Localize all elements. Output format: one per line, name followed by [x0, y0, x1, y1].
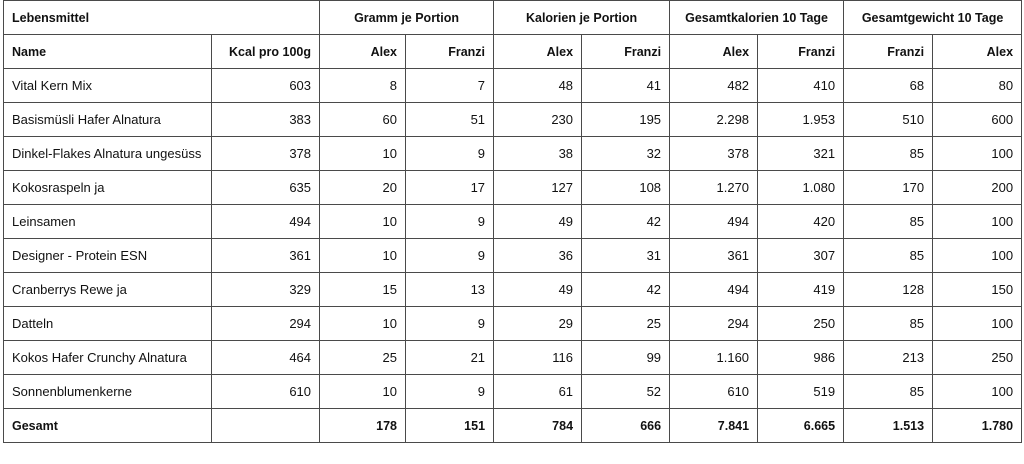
cell-name[interactable]: Kokosraspeln ja [4, 171, 212, 205]
cell-gg-alex[interactable]: 100 [933, 205, 1022, 239]
cell-gg-franzi[interactable]: 85 [844, 375, 933, 409]
cell-gramm-franzi[interactable]: 51 [406, 103, 494, 137]
cell-gramm-alex[interactable]: 25 [320, 341, 406, 375]
cell-kal-alex[interactable]: 127 [494, 171, 582, 205]
header-kal-alex[interactable]: Alex [494, 35, 582, 69]
header-gg-alex[interactable]: Alex [933, 35, 1022, 69]
table-row [4, 69, 1022, 103]
nutrition-table [3, 0, 1022, 443]
cell-kal-alex[interactable]: 116 [494, 341, 582, 375]
cell-gramm-franzi[interactable]: 9 [406, 307, 494, 341]
cell-kal-franzi[interactable]: 99 [582, 341, 670, 375]
cell-gk-franzi[interactable]: 519 [758, 375, 844, 409]
cell-name[interactable]: Dinkel-Flakes Alnatura ungesüss [4, 137, 212, 171]
group-header-row [4, 1, 1022, 35]
total-gg-alex[interactable]: 1.780 [933, 409, 1022, 443]
cell-kal-franzi[interactable]: 195 [582, 103, 670, 137]
cell-kcal[interactable]: 361 [212, 239, 320, 273]
cell-gramm-franzi[interactable]: 9 [406, 205, 494, 239]
cell-kal-alex[interactable]: 29 [494, 307, 582, 341]
header-gramm-franzi[interactable]: Franzi [406, 35, 494, 69]
cell-name[interactable]: Leinsamen [4, 205, 212, 239]
cell-kal-franzi[interactable]: 32 [582, 137, 670, 171]
cell-gg-franzi[interactable]: 85 [844, 307, 933, 341]
total-gk-franzi[interactable]: 6.665 [758, 409, 844, 443]
cell-gk-alex[interactable]: 361 [670, 239, 758, 273]
cell-name[interactable]: Sonnenblumenkerne [4, 375, 212, 409]
cell-gramm-alex[interactable]: 10 [320, 205, 406, 239]
table-row [4, 171, 1022, 205]
cell-gk-alex[interactable]: 2.298 [670, 103, 758, 137]
cell-kal-franzi[interactable]: 52 [582, 375, 670, 409]
cell-gramm-alex[interactable]: 10 [320, 307, 406, 341]
cell-gramm-alex[interactable]: 15 [320, 273, 406, 307]
cell-gk-franzi[interactable]: 1.953 [758, 103, 844, 137]
cell-name[interactable]: Basismüsli Hafer Alnatura [4, 103, 212, 137]
total-gk-alex[interactable]: 7.841 [670, 409, 758, 443]
cell-gk-franzi[interactable]: 307 [758, 239, 844, 273]
cell-kcal[interactable]: 603 [212, 69, 320, 103]
table-row [4, 239, 1022, 273]
header-kcal[interactable]: Kcal pro 100g [212, 35, 320, 69]
cell-gk-franzi[interactable]: 250 [758, 307, 844, 341]
cell-gg-franzi[interactable]: 128 [844, 273, 933, 307]
cell-gramm-franzi[interactable]: 21 [406, 341, 494, 375]
total-gg-franzi[interactable]: 1.513 [844, 409, 933, 443]
cell-kcal[interactable]: 378 [212, 137, 320, 171]
cell-kal-alex[interactable]: 38 [494, 137, 582, 171]
cell-gg-franzi[interactable]: 85 [844, 205, 933, 239]
cell-gk-alex[interactable]: 482 [670, 69, 758, 103]
cell-gg-franzi[interactable]: 85 [844, 239, 933, 273]
table-row [4, 375, 1022, 409]
table-row [4, 307, 1022, 341]
total-kcal[interactable] [212, 409, 320, 443]
cell-gramm-alex[interactable]: 20 [320, 171, 406, 205]
cell-gg-franzi[interactable]: 170 [844, 171, 933, 205]
cell-kal-alex[interactable]: 61 [494, 375, 582, 409]
table-row [4, 273, 1022, 307]
cell-kal-alex[interactable]: 49 [494, 273, 582, 307]
cell-gk-franzi[interactable]: 420 [758, 205, 844, 239]
cell-gramm-franzi[interactable]: 9 [406, 137, 494, 171]
cell-gg-franzi[interactable]: 213 [844, 341, 933, 375]
cell-gramm-franzi[interactable]: 9 [406, 375, 494, 409]
cell-kal-franzi[interactable]: 42 [582, 205, 670, 239]
group-gesamtgewicht[interactable]: Gesamtgewicht 10 Tage [844, 1, 1022, 35]
cell-kcal[interactable]: 329 [212, 273, 320, 307]
cell-kal-alex[interactable]: 49 [494, 205, 582, 239]
header-gk-alex[interactable]: Alex [670, 35, 758, 69]
total-kal-franzi[interactable]: 666 [582, 409, 670, 443]
header-kal-franzi[interactable]: Franzi [582, 35, 670, 69]
cell-name[interactable]: Datteln [4, 307, 212, 341]
cell-kcal[interactable]: 635 [212, 171, 320, 205]
cell-gg-alex[interactable]: 100 [933, 239, 1022, 273]
cell-gk-alex[interactable]: 1.160 [670, 341, 758, 375]
cell-kal-alex[interactable]: 48 [494, 69, 582, 103]
table-row [4, 103, 1022, 137]
group-gramm-je-portion[interactable]: Gramm je Portion [320, 1, 494, 35]
cell-gramm-alex[interactable]: 10 [320, 375, 406, 409]
cell-kal-alex[interactable]: 36 [494, 239, 582, 273]
cell-gk-alex[interactable]: 494 [670, 273, 758, 307]
cell-name[interactable]: Kokos Hafer Crunchy Alnatura [4, 341, 212, 375]
cell-gg-alex[interactable]: 200 [933, 171, 1022, 205]
cell-name[interactable]: Cranberrys Rewe ja [4, 273, 212, 307]
group-lebensmittel[interactable]: Lebensmittel [4, 1, 320, 35]
cell-gg-alex[interactable]: 100 [933, 307, 1022, 341]
column-header-row [4, 35, 1022, 69]
cell-gramm-alex[interactable]: 60 [320, 103, 406, 137]
cell-gk-franzi[interactable]: 986 [758, 341, 844, 375]
header-gk-franzi[interactable]: Franzi [758, 35, 844, 69]
cell-gg-franzi[interactable]: 85 [844, 137, 933, 171]
cell-kcal[interactable]: 294 [212, 307, 320, 341]
cell-gramm-franzi[interactable]: 17 [406, 171, 494, 205]
cell-gg-franzi[interactable]: 68 [844, 69, 933, 103]
cell-gg-alex[interactable]: 80 [933, 69, 1022, 103]
cell-kal-franzi[interactable]: 41 [582, 69, 670, 103]
header-name[interactable]: Name [4, 35, 212, 69]
cell-gramm-alex[interactable]: 10 [320, 239, 406, 273]
header-gg-franzi[interactable]: Franzi [844, 35, 933, 69]
cell-kal-franzi[interactable]: 25 [582, 307, 670, 341]
cell-gk-alex[interactable]: 294 [670, 307, 758, 341]
cell-gk-alex[interactable]: 494 [670, 205, 758, 239]
total-row [4, 409, 1022, 443]
cell-gg-alex[interactable]: 100 [933, 375, 1022, 409]
group-kalorien-je-portion[interactable]: Kalorien je Portion [494, 1, 670, 35]
table-row [4, 205, 1022, 239]
cell-gk-franzi[interactable]: 410 [758, 69, 844, 103]
cell-gramm-alex[interactable]: 10 [320, 137, 406, 171]
header-gramm-alex[interactable]: Alex [320, 35, 406, 69]
cell-gg-alex[interactable]: 600 [933, 103, 1022, 137]
cell-gk-franzi[interactable]: 419 [758, 273, 844, 307]
total-gramm-franzi[interactable]: 151 [406, 409, 494, 443]
total-kal-alex[interactable]: 784 [494, 409, 582, 443]
cell-kal-franzi[interactable]: 42 [582, 273, 670, 307]
cell-kcal[interactable]: 383 [212, 103, 320, 137]
cell-gramm-franzi[interactable]: 13 [406, 273, 494, 307]
cell-gg-franzi[interactable]: 510 [844, 103, 933, 137]
cell-kcal[interactable]: 464 [212, 341, 320, 375]
cell-gg-alex[interactable]: 100 [933, 137, 1022, 171]
cell-name[interactable]: Designer - Protein ESN [4, 239, 212, 273]
cell-gg-alex[interactable]: 150 [933, 273, 1022, 307]
cell-gk-alex[interactable]: 1.270 [670, 171, 758, 205]
cell-kal-alex[interactable]: 230 [494, 103, 582, 137]
cell-kcal[interactable]: 494 [212, 205, 320, 239]
total-label[interactable]: Gesamt [4, 409, 212, 443]
cell-gramm-franzi[interactable]: 7 [406, 69, 494, 103]
cell-gk-alex[interactable]: 378 [670, 137, 758, 171]
group-gesamtkalorien[interactable]: Gesamtkalorien 10 Tage [670, 1, 844, 35]
cell-kal-franzi[interactable]: 108 [582, 171, 670, 205]
cell-gk-franzi[interactable]: 321 [758, 137, 844, 171]
cell-name[interactable]: Vital Kern Mix [4, 69, 212, 103]
cell-gramm-alex[interactable]: 8 [320, 69, 406, 103]
table-row [4, 341, 1022, 375]
cell-gramm-franzi[interactable]: 9 [406, 239, 494, 273]
cell-kal-franzi[interactable]: 31 [582, 239, 670, 273]
total-gramm-alex[interactable]: 178 [320, 409, 406, 443]
table-row [4, 137, 1022, 171]
cell-gk-franzi[interactable]: 1.080 [758, 171, 844, 205]
cell-gg-alex[interactable]: 250 [933, 341, 1022, 375]
cell-kcal[interactable]: 610 [212, 375, 320, 409]
cell-gk-alex[interactable]: 610 [670, 375, 758, 409]
